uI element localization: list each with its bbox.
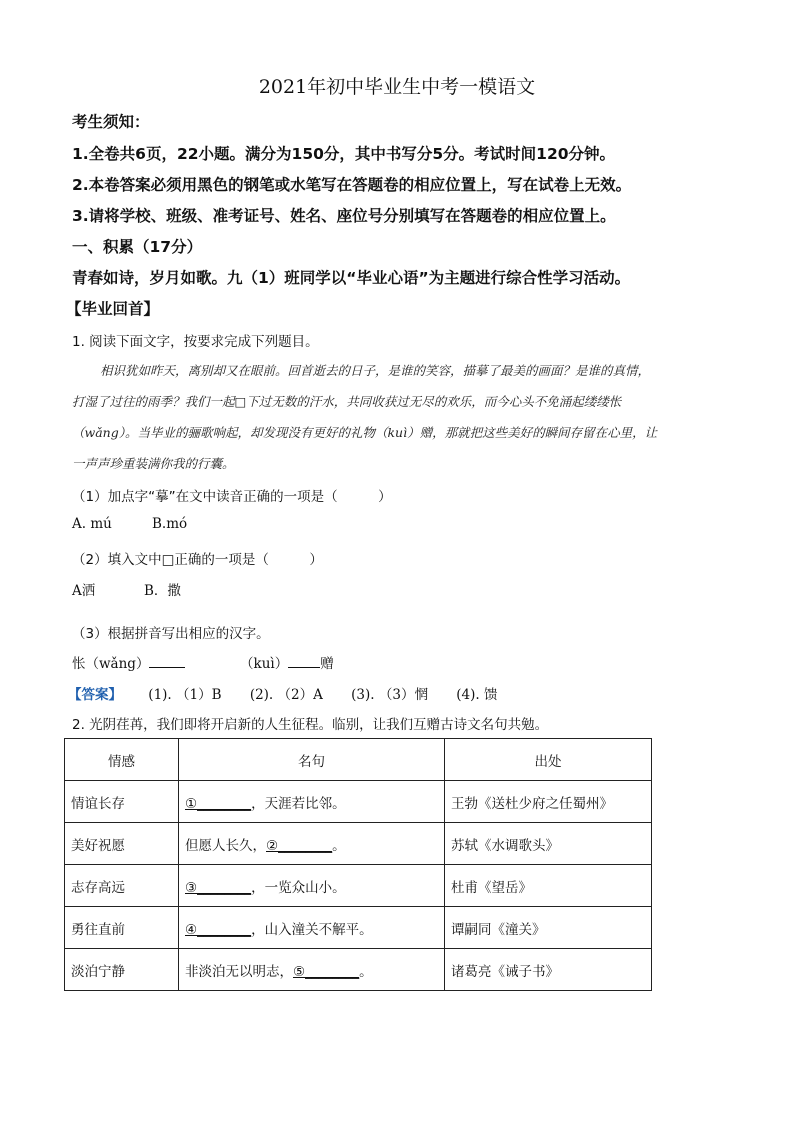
q1-sub3-b-label: （kuì） [240,656,289,672]
answer-3: (3). （3）惘 [351,687,428,703]
q1-sub1: （1）加点字“摹”在文中读音正确的一项是（ ） [72,489,392,505]
q1-sub2: （2）填入文中□正确的一项是（ ） [72,552,323,568]
q1-sub3-a-label: 怅（wǎng） [72,656,150,672]
q1-sub1-option-a: A. mú [72,516,112,532]
q1-sub1-option-b: B.mó [152,516,188,532]
notice-item-3: 3.请将学校、班级、准考证号、姓名、座位号分别填写在答题卷的相应位置上。 [72,207,616,225]
table-row [65,949,652,991]
section-subheading: 【毕业回首】 [66,300,160,318]
verse-blank[interactable]: ⑤________ [293,963,360,980]
verse-cell [179,823,445,865]
page-title: 2021年初中毕业生中考一模语文 [258,76,536,98]
table-header-row [65,739,652,781]
passage-line-1: 相识犹如昨天，离别却又在眼前。回首逝去的日子，是谁的笑容，描摹了最美的画面？是谁的真情， [100,363,651,378]
header-source: 出处 [445,739,652,781]
emotion-cell: 美好祝愿 [65,823,179,865]
header-emotion: 情感 [65,739,179,781]
poem-table [64,738,652,991]
q1-sub2-option-b: B．撒 [144,583,181,599]
verse-blank[interactable]: ③________ [185,879,252,896]
verse-cell [179,865,445,907]
table-row [65,907,652,949]
source-cell: 诸葛亮《诫子书》 [445,949,652,991]
verse-post: ，山入潼关不解平。 [251,921,373,938]
answer-blank[interactable] [288,653,320,668]
notice-item-1: 1.全卷共6页，22小题。满分为150分，其中书写分5分。考试时间120分钟。 [72,145,616,163]
answer-4: (4). 馈 [456,687,498,703]
section-intro: 青春如诗，岁月如歌。九（1）班同学以“毕业心语”为主题进行综合性学习活动。 [72,269,631,287]
answer-blank[interactable] [149,653,185,668]
emotion-cell: 淡泊宁静 [65,949,179,991]
table-row [65,823,652,865]
answer-line [68,683,497,703]
passage-line-4: 一声声珍重装满你我的行囊。 [72,456,235,471]
verse-pre: 非淡泊无以明志， [185,963,293,980]
source-cell: 王勃《送杜少府之任蜀州》 [445,781,652,823]
verse-post: ，一览众山小。 [251,879,346,896]
section-heading: 一、积累（17分） [72,238,203,256]
answer-label: 【答案】 [68,687,122,703]
verse-pre: 但愿人长久， [185,837,266,854]
q1-sub3-b-tail: 赠 [320,656,334,672]
emotion-cell: 志存高远 [65,865,179,907]
source-cell: 苏轼《水调歌头》 [445,823,652,865]
q1-sub3: （3）根据拼音写出相应的汉字。 [72,626,270,642]
passage-line-3: （wǎng）。当毕业的骊歌响起，却发现没有更好的礼物（kuì）赠，那就把这些美好的瞬间存留在心里，让 [72,425,658,440]
header-verse: 名句 [179,739,445,781]
notice-heading: 考生须知： [72,113,150,131]
passage-line-2: 打湿了过往的雨季？我们一起□下过无数的汗水，共同收获过无尽的欢乐，而今心头不免涌起缕缕怅 [72,394,622,409]
emotion-cell: 情谊长存 [65,781,179,823]
q2-stem: 2. 光阴荏苒，我们即将开启新的人生征程。临别，让我们互赠古诗文名句共勉。 [72,717,549,733]
source-cell: 杜甫《望岳》 [445,865,652,907]
verse-blank[interactable]: ①________ [185,795,252,812]
emotion-cell: 勇往直前 [65,907,179,949]
verse-post: 。 [332,837,346,854]
table-row [65,865,652,907]
verse-blank[interactable]: ②________ [266,837,333,854]
notice-item-2: 2.本卷答案必须用黑色的钢笔或水笔写在答题卷的相应位置上，写在试卷上无效。 [72,176,632,194]
source-cell: 谭嗣同《潼关》 [445,907,652,949]
answer-1: (1). （1）B [148,687,222,703]
verse-cell [179,949,445,991]
answer-2: (2). （2）A [249,687,323,703]
verse-post: ，天涯若比邻。 [251,795,346,812]
verse-blank[interactable]: ④________ [185,921,252,938]
table-row [65,781,652,823]
q1-stem: 1. 阅读下面文字，按要求完成下列题目。 [72,334,319,350]
verse-cell [179,907,445,949]
verse-post: 。 [359,963,373,980]
q1-sub2-option-a: A洒 [72,583,96,599]
q1-sub3-line [72,652,334,672]
verse-cell [179,781,445,823]
